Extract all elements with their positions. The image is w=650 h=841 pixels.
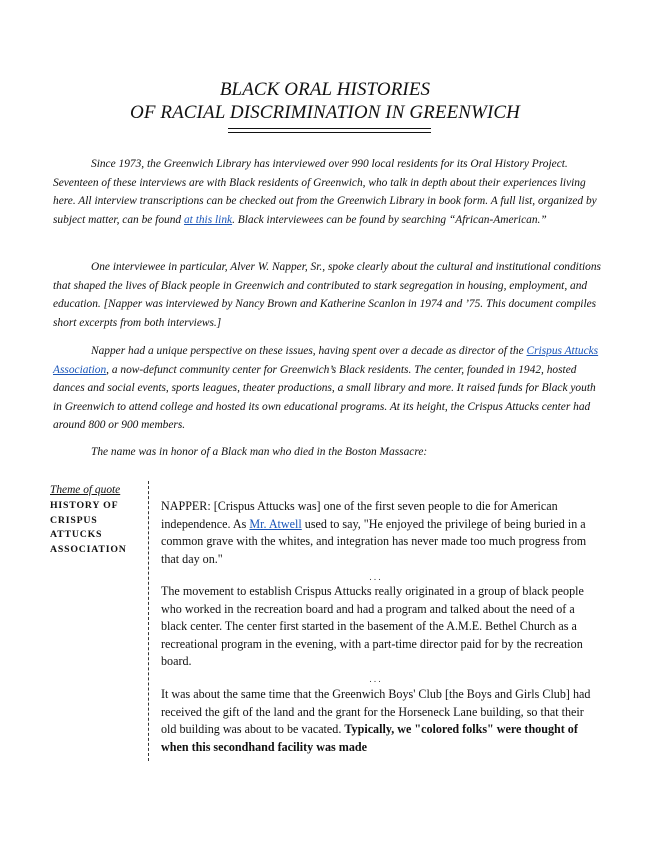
title-rule-top <box>228 128 431 129</box>
quote-2-text: The movement to establish Crispus Attucks really originated in a group of black people who worked in the recreation board and had a program and talked about the need of a black center. The center first started in the basement of the A.M.E. Bethel Church as a recreational program in the evening, with a part-time director paid for by the recreation board. <box>161 584 584 669</box>
theme-value: HISTORY OF CRISPUS ATTUCKS ASSOCIATION <box>50 500 127 555</box>
quote-3-bold-text: Typically, we "colored folks" were thought of when this secondhand facility was made <box>161 722 578 754</box>
theme-label: Theme of quote <box>50 484 121 496</box>
quote-1-text-a: NAPPER: [Crispus Attucks was] one of the first seven people to die for American independence. As <box>161 499 558 531</box>
theme-sidebar <box>50 484 140 557</box>
intro-p1-text-b: . Black interviewees can be found by searching “African-American.” <box>232 213 547 226</box>
title-line-2: OF RACIAL DISCRIMINATION IN GREENWICH <box>130 102 520 123</box>
intro-p3-text-b: , a now-defunct community center for Greenwich’s Black residents. The center, founded in 1942, hosted dances and social events, sports leagues, theater productions, a small library and more. It raised funds for Black youth in Greenwich to attend college and hosted its own educational programs. At its height, the Crispus Attucks center had around 800 or 900 members. <box>53 363 596 431</box>
quote-block-1 <box>161 498 601 568</box>
quote-3-text: It was about the same time that the Greenwich Boys' Club [the Boys and Girls Club] had received the gift of the land and the grant for the Horseneck Lane building, so that their old building was about to be vacated. <box>161 687 591 737</box>
crispus-attucks-association-link[interactable]: Crispus Attucks Association <box>53 345 599 376</box>
intro-p3-text-a: Napper had a unique perspective on these issues, having spent over a decade as director of the <box>91 345 527 357</box>
intro-p1-text-a: Since 1973, the Greenwich Library has interviewed over 990 local residents for its Oral History Project. Seventeen of these interviews are with Black residents of Greenwich, who talk in depth about their experiences living here. All interview transcriptions can be checked out from the Greenwich Library in book form. A full list, organized by subject matter, can be found <box>53 158 597 226</box>
quote-1-text-b: used to say, "He enjoyed the privilege of being buried in a common grave with the whites, and integration has never made too much progress from that day on." <box>161 516 587 566</box>
title-line-1: BLACK ORAL HISTORIES <box>219 79 431 100</box>
full-list-link[interactable]: at this link <box>183 213 233 226</box>
intro-p2-text: One interviewee in particular, Alver W. Napper, Sr., spoke clearly about the cultural and institutional conditions that shaped the lives of Black people in Greenwich and contributed to stark segregation in housing, employment, and education. [Napper was interviewed by Nancy Brown and Katherine Scanlon in 1974 and ’75. This document compiles short excerpts from both interviews.] <box>53 261 601 329</box>
intro-paragraph-3 <box>53 342 605 435</box>
title-rule-bottom <box>228 132 431 133</box>
quote-separator: . . . <box>369 674 381 684</box>
intro-paragraph-1 <box>53 155 605 229</box>
intro-paragraph-4 <box>53 443 605 462</box>
quote-separator: . . . <box>369 572 381 582</box>
quote-block-3 <box>161 686 601 756</box>
quote-block-2 <box>161 583 601 671</box>
column-divider <box>148 481 149 761</box>
mr-atwell-link[interactable]: Mr. Atwell <box>249 516 302 531</box>
intro-paragraph-2 <box>53 258 605 332</box>
document-title <box>0 78 650 124</box>
intro-p4-text: The name was in honor of a Black man who died in the Boston Massacre: <box>91 446 428 458</box>
